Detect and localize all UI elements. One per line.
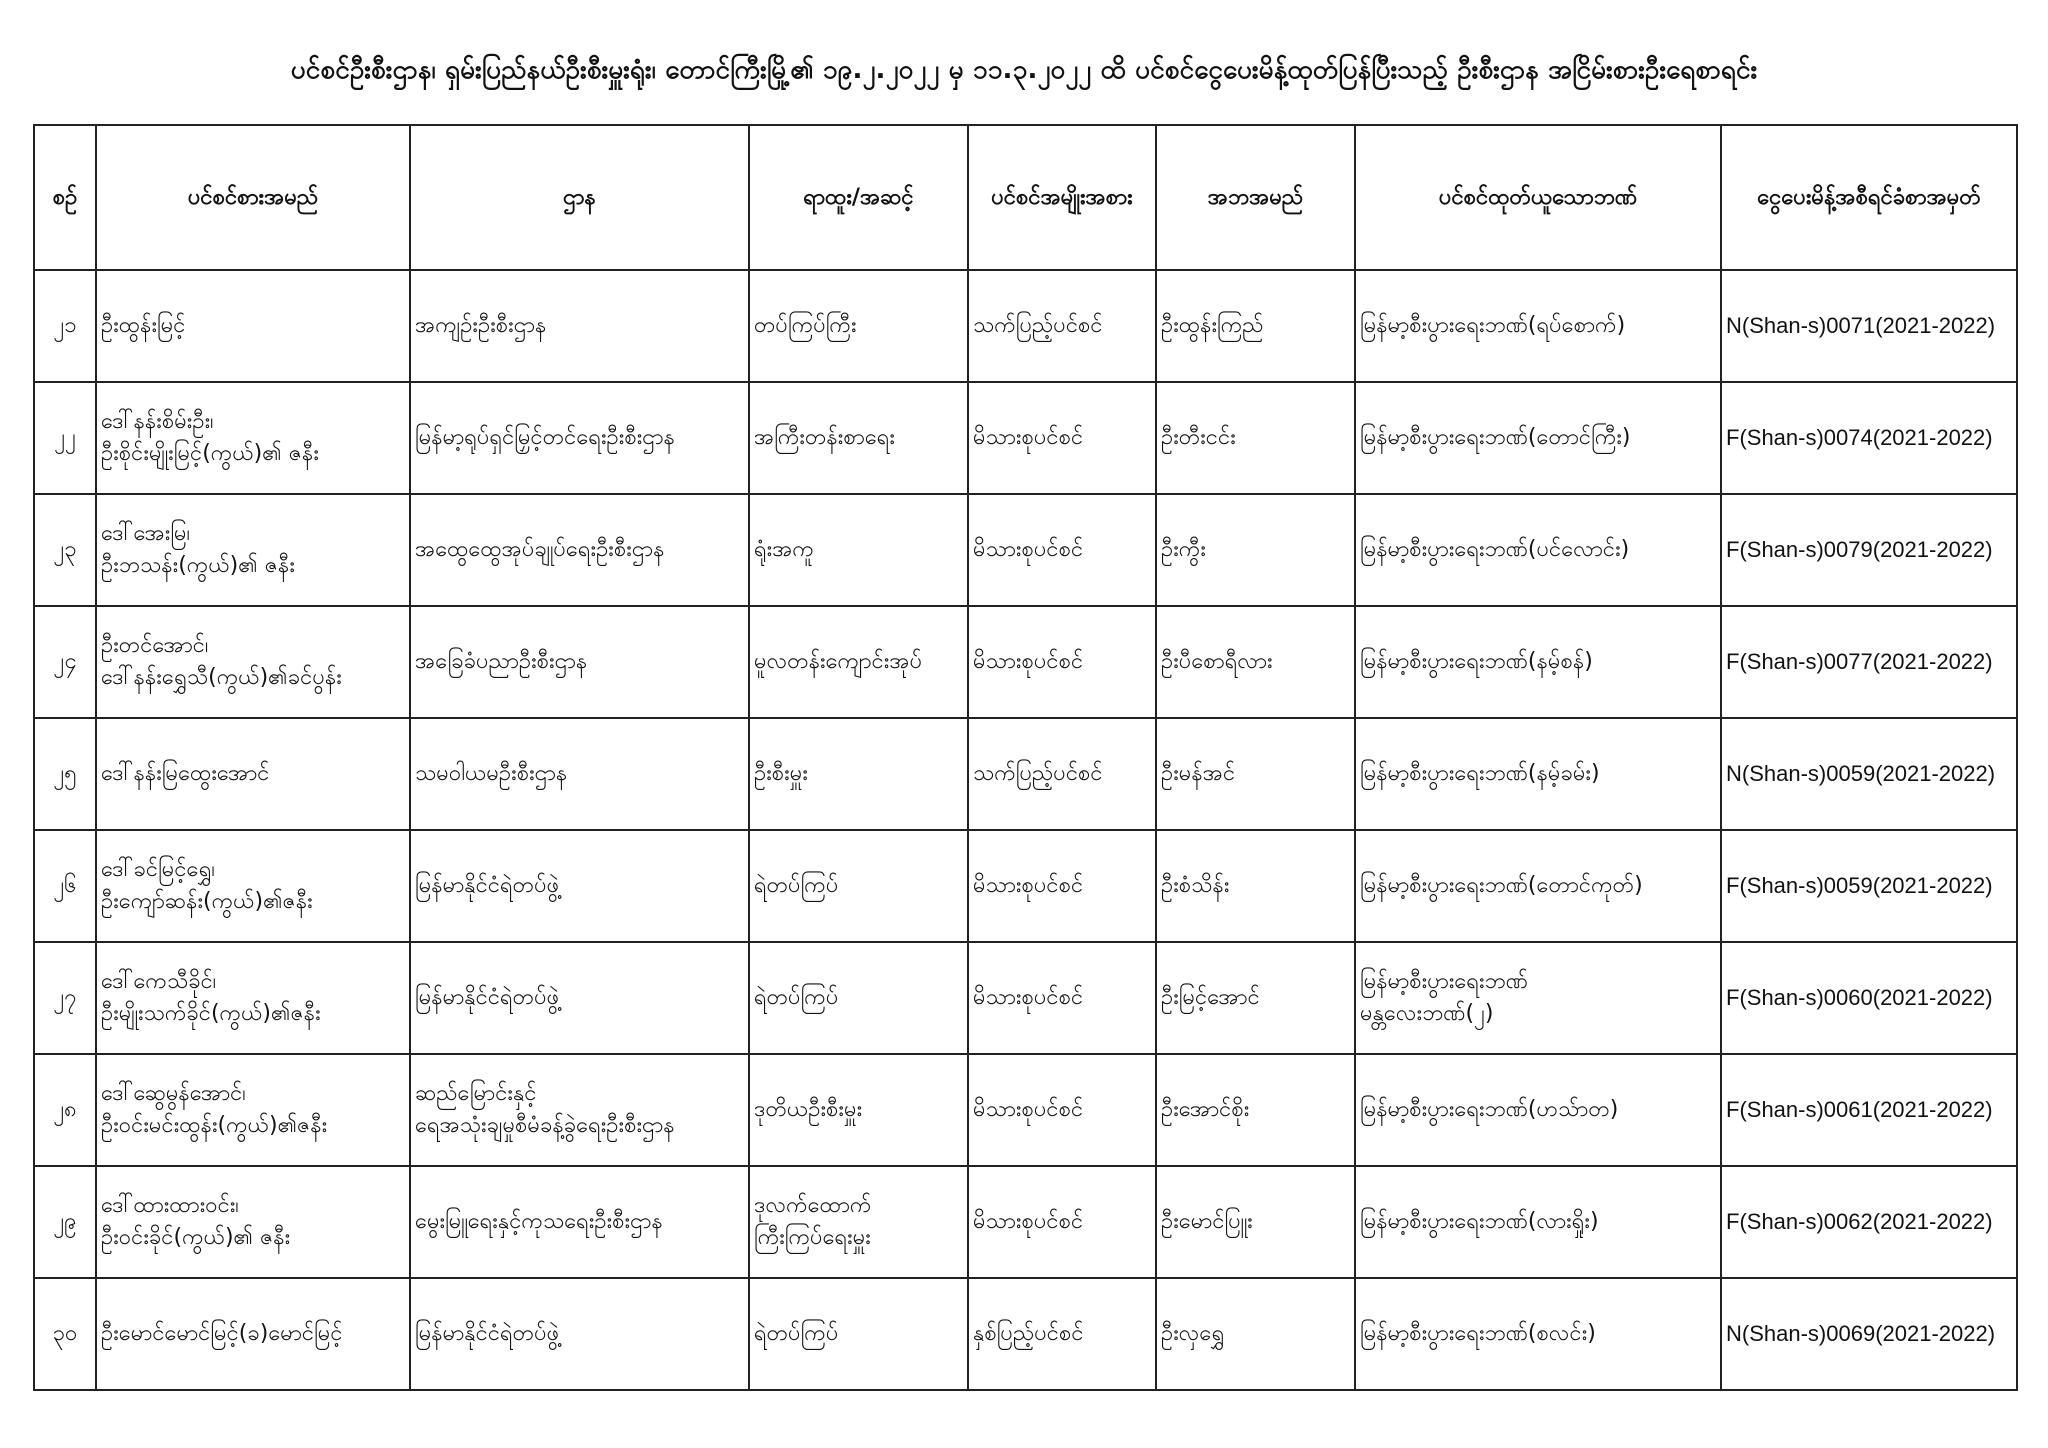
header-row [34, 125, 2017, 270]
row-pension-type: မိသားစုပင်စင် [968, 942, 1156, 1054]
department-line: မြန်မာနိုင်ငံရဲတပ်ဖွဲ့ [415, 873, 560, 898]
row-no: ၂၆ [34, 830, 96, 942]
row-order-number: F(Shan-s)0060(2021-2022) [1721, 942, 2017, 1054]
row-pension-type: မိသားစုပင်စင် [968, 1054, 1156, 1166]
row-department [410, 1166, 749, 1278]
header-pension-type: ပင်စင်အမျိုးအစား [968, 125, 1156, 270]
row-rank [749, 718, 968, 830]
row-pension-type: နှစ်ပြည့်ပင်စင် [968, 1278, 1156, 1390]
row-pension-type: မိသားစုပင်စင် [968, 830, 1156, 942]
row-rank [749, 270, 968, 382]
row-pensioner-name [96, 1166, 410, 1278]
row-no: ၂၈ [34, 1054, 96, 1166]
row-order-number: F(Shan-s)0061(2021-2022) [1721, 1054, 2017, 1166]
row-pension-type: သက်ပြည့်ပင်စင် [968, 718, 1156, 830]
rank-line: ရုံးအကူ [754, 537, 814, 562]
row-pensioner-name [96, 494, 410, 606]
row-department [410, 606, 749, 718]
row-order-number: F(Shan-s)0059(2021-2022) [1721, 830, 2017, 942]
table-row [34, 382, 2017, 494]
rank-line: မူလတန်းကျောင်းအုပ် [754, 649, 923, 674]
row-no: ၂၅ [34, 718, 96, 830]
rank-line: ကြီးကြပ်ရေးမှူး [754, 1225, 871, 1250]
bank-line: မြန်မာ့စီးပွားရေးဘဏ်(နမ့်ခမ်း) [1360, 761, 1600, 786]
pension-table [33, 124, 2018, 1391]
department-line: အခြေခံပညာဦးစီးဌာန [415, 649, 588, 674]
table-row [34, 270, 2017, 382]
rank-line: တပ်ကြပ်ကြီး [754, 313, 857, 338]
row-father-name: ဦးမြင့်အောင် [1156, 942, 1355, 1054]
name-line: ဒေါ်ဆွေမွန်အောင်၊ [101, 1081, 246, 1106]
rank-line: အကြီးတန်းစာရေး [754, 425, 895, 450]
row-bank [1355, 494, 1721, 606]
name-line: ဦးကျော်ဆန်း(ကွယ်)၏ဇနီး [101, 889, 313, 914]
table-row [34, 718, 2017, 830]
name-line: ဒေါ်နန်းမြထွေးအောင် [101, 761, 270, 786]
department-line: အထွေထွေအုပ်ချုပ်ရေးဦးစီးဌာန [415, 537, 665, 562]
row-pensioner-name [96, 270, 410, 382]
name-line: ဦးတင်အောင်၊ [101, 633, 209, 658]
department-line: မွေးမြူရေးနှင့်ကုသရေးဦးစီးဌာန [415, 1209, 663, 1234]
row-pensioner-name [96, 942, 410, 1054]
row-department [410, 942, 749, 1054]
row-order-number: N(Shan-s)0059(2021-2022) [1721, 718, 2017, 830]
row-bank [1355, 382, 1721, 494]
rank-line: ဒုလက်ထောက် [754, 1193, 872, 1218]
row-pension-type: မိသားစုပင်စင် [968, 382, 1156, 494]
bank-line: မြန်မာ့စီးပွားရေးဘဏ်(ပင်လောင်း) [1360, 537, 1630, 562]
row-rank [749, 1166, 968, 1278]
row-no: ၂၃ [34, 494, 96, 606]
table-row [34, 1054, 2017, 1166]
table-header [34, 125, 2017, 270]
row-bank [1355, 1166, 1721, 1278]
department-line: သမဝါယမဦးစီးဌာန [415, 761, 568, 786]
name-line: ဒေါ်နန်းစိမ်းဦး၊ [101, 409, 214, 434]
row-order-number: F(Shan-s)0077(2021-2022) [1721, 606, 2017, 718]
row-rank [749, 1278, 968, 1390]
table-row [34, 606, 2017, 718]
header-rank: ရာထူး/အဆင့် [749, 125, 968, 270]
rank-line: ရဲတပ်ကြပ် [754, 985, 839, 1010]
row-bank [1355, 270, 1721, 382]
header-order-number: ငွေပေးမိန့်အစီရင်ခံစာအမှတ် [1721, 125, 2017, 270]
department-line: မြန်မာနိုင်ငံရဲတပ်ဖွဲ့ [415, 1321, 560, 1346]
row-pension-type: မိသားစုပင်စင် [968, 606, 1156, 718]
row-bank [1355, 606, 1721, 718]
name-line: ဦးဝင်းခိုင်(ကွယ်)၏ ဇနီး [101, 1225, 291, 1250]
department-line: အကျဉ်းဦးစီးဌာန [415, 313, 547, 338]
row-father-name: ဦးအောင်စိုး [1156, 1054, 1355, 1166]
row-order-number: N(Shan-s)0069(2021-2022) [1721, 1278, 2017, 1390]
row-no: ၂၇ [34, 942, 96, 1054]
row-department [410, 382, 749, 494]
row-father-name: ဦးကွီး [1156, 494, 1355, 606]
table-row [34, 942, 2017, 1054]
row-rank [749, 942, 968, 1054]
department-line: မြန်မာနိုင်ငံရဲတပ်ဖွဲ့ [415, 985, 560, 1010]
row-rank [749, 1054, 968, 1166]
bank-line: မြန်မာ့စီးပွားရေးဘဏ်(ဟသ်ာတ) [1360, 1097, 1619, 1122]
bank-line: မြန်မာ့စီးပွားရေးဘဏ်(စလင်း) [1360, 1321, 1596, 1346]
bank-line: မြန်မာ့စီးပွားရေးဘဏ်(နမ့်စန်) [1360, 649, 1593, 674]
rank-line: ရဲတပ်ကြပ် [754, 873, 839, 898]
row-father-name: ဦးစံသိန်း [1156, 830, 1355, 942]
name-line: ဒေါ်ကေသီခိုင်၊ [101, 969, 217, 994]
bank-line: မြန်မာ့စီးပွားရေးဘဏ်(တောင်ကုတ်) [1360, 873, 1643, 898]
row-department [410, 830, 749, 942]
row-order-number: F(Shan-s)0079(2021-2022) [1721, 494, 2017, 606]
document-title: ပင်စင်ဦးစီးဌာန၊ ရှမ်းပြည်နယ်ဦးစီးမှူးရုံး၊ တောင်ကြီးမြို့၏ ၁၉.၂.၂၀၂၂ မှ ၁၁.၃.၂၀၂၂ ထိ ပင်စင်ငွေပေးမိန့်ထုတ်ပြန်ပြီးသည့် ဦးစီးဌာန အငြိမ်းစားဦးရေစာရင်း [290, 55, 1758, 85]
row-no: ၂၉ [34, 1166, 96, 1278]
table-row [34, 1166, 2017, 1278]
row-bank [1355, 1278, 1721, 1390]
row-department [410, 270, 749, 382]
row-no: ၂၂ [34, 382, 96, 494]
row-pension-type: မိသားစုပင်စင် [968, 1166, 1156, 1278]
table-row [34, 1278, 2017, 1390]
name-line: ဒေါ်ထားထားဝင်း၊ [101, 1193, 239, 1218]
header-bank: ပင်စင်ထုတ်ယူသောဘဏ် [1355, 125, 1721, 270]
row-pensioner-name [96, 606, 410, 718]
row-pension-type: မိသားစုပင်စင် [968, 494, 1156, 606]
row-pensioner-name [96, 830, 410, 942]
name-line: ဒေါ်နန်းရွှေသီ(ကွယ်)၏ခင်ပွန်း [101, 665, 342, 690]
header-father-name: အဘအမည် [1156, 125, 1355, 270]
bank-line: မြန်မာ့စီးပွားရေးဘဏ် [1360, 969, 1528, 994]
row-department [410, 494, 749, 606]
row-department [410, 1278, 749, 1390]
row-rank [749, 382, 968, 494]
department-line: ရေအသုံးချမှုစီမံခန့်ခွဲရေးဦးစီးဌာန [415, 1113, 675, 1138]
row-father-name: ဦးမောင်ပြူး [1156, 1166, 1355, 1278]
row-pensioner-name [96, 1054, 410, 1166]
row-no: ၃၀ [34, 1278, 96, 1390]
bank-line: မြန်မာ့စီးပွားရေးဘဏ်(တောင်ကြီး) [1360, 425, 1631, 450]
name-line: ဦးဘသန်း(ကွယ်)၏ ဇနီး [101, 553, 295, 578]
row-no: ၂၁ [34, 270, 96, 382]
header-department: ဌာန [410, 125, 749, 270]
row-rank [749, 606, 968, 718]
row-bank [1355, 718, 1721, 830]
name-line: ဦးမောင်မောင်မြင့်(ခ)မောင်မြင့် [101, 1321, 343, 1346]
table-row [34, 494, 2017, 606]
name-line: ဒေါ်ခင်မြင့်ရွှေ၊ [101, 857, 216, 882]
row-order-number: F(Shan-s)0074(2021-2022) [1721, 382, 2017, 494]
row-pensioner-name [96, 718, 410, 830]
bank-line: မြန်မာ့စီးပွားရေးဘဏ်(ရပ်စောက်) [1360, 313, 1626, 338]
row-father-name: ဦးပီစောရီလား [1156, 606, 1355, 718]
department-line: ဆည်မြောင်းနှင့် [415, 1081, 537, 1106]
name-line: ဦးစိုင်းမျိုးမြင့်(ကွယ်)၏ ဇနီး [101, 441, 319, 466]
row-pensioner-name [96, 1278, 410, 1390]
row-pension-type: သက်ပြည့်ပင်စင် [968, 270, 1156, 382]
rank-line: ရဲတပ်ကြပ် [754, 1321, 839, 1346]
row-father-name: ဦးမန်အင် [1156, 718, 1355, 830]
name-line: ဒေါ်အေးမြ၊ [101, 521, 191, 546]
row-father-name: ဦးလှရွှေ [1156, 1278, 1355, 1390]
name-line: ဦးမျိုးသက်ခိုင်(ကွယ်)၏ဇနီး [101, 1001, 321, 1026]
table-row [34, 830, 2017, 942]
row-department [410, 718, 749, 830]
row-no: ၂၄ [34, 606, 96, 718]
row-order-number: F(Shan-s)0062(2021-2022) [1721, 1166, 2017, 1278]
rank-line: ဦးစီးမှူး [754, 761, 808, 786]
row-pensioner-name [96, 382, 410, 494]
row-order-number: N(Shan-s)0071(2021-2022) [1721, 270, 2017, 382]
bank-line: မြန်မာ့စီးပွားရေးဘဏ်(လားရှိုး) [1360, 1209, 1599, 1234]
row-father-name: ဦးတီးငင်း [1156, 382, 1355, 494]
rank-line: ဒုတိယဦးစီးမှူး [754, 1097, 863, 1122]
row-bank [1355, 1054, 1721, 1166]
row-department [410, 1054, 749, 1166]
header-no: စဉ် [34, 125, 96, 270]
row-rank [749, 494, 968, 606]
name-line: ဦးဝင်းမင်းထွန်း(ကွယ်)၏ဇနီး [101, 1113, 328, 1138]
department-line: မြန်မာ့ရုပ်ရှင်မြှင့်တင်ရေးဦးစီးဌာန [415, 425, 675, 450]
table-body [34, 270, 2017, 1390]
row-bank [1355, 942, 1721, 1054]
header-pensioner-name: ပင်စင်စားအမည် [96, 125, 410, 270]
bank-line: မန္တလေးဘဏ်(၂) [1360, 1001, 1494, 1026]
name-line: ဦးထွန်းမြင့် [101, 313, 186, 338]
row-father-name: ဦးထွန်းကြည် [1156, 270, 1355, 382]
row-rank [749, 830, 968, 942]
row-bank [1355, 830, 1721, 942]
